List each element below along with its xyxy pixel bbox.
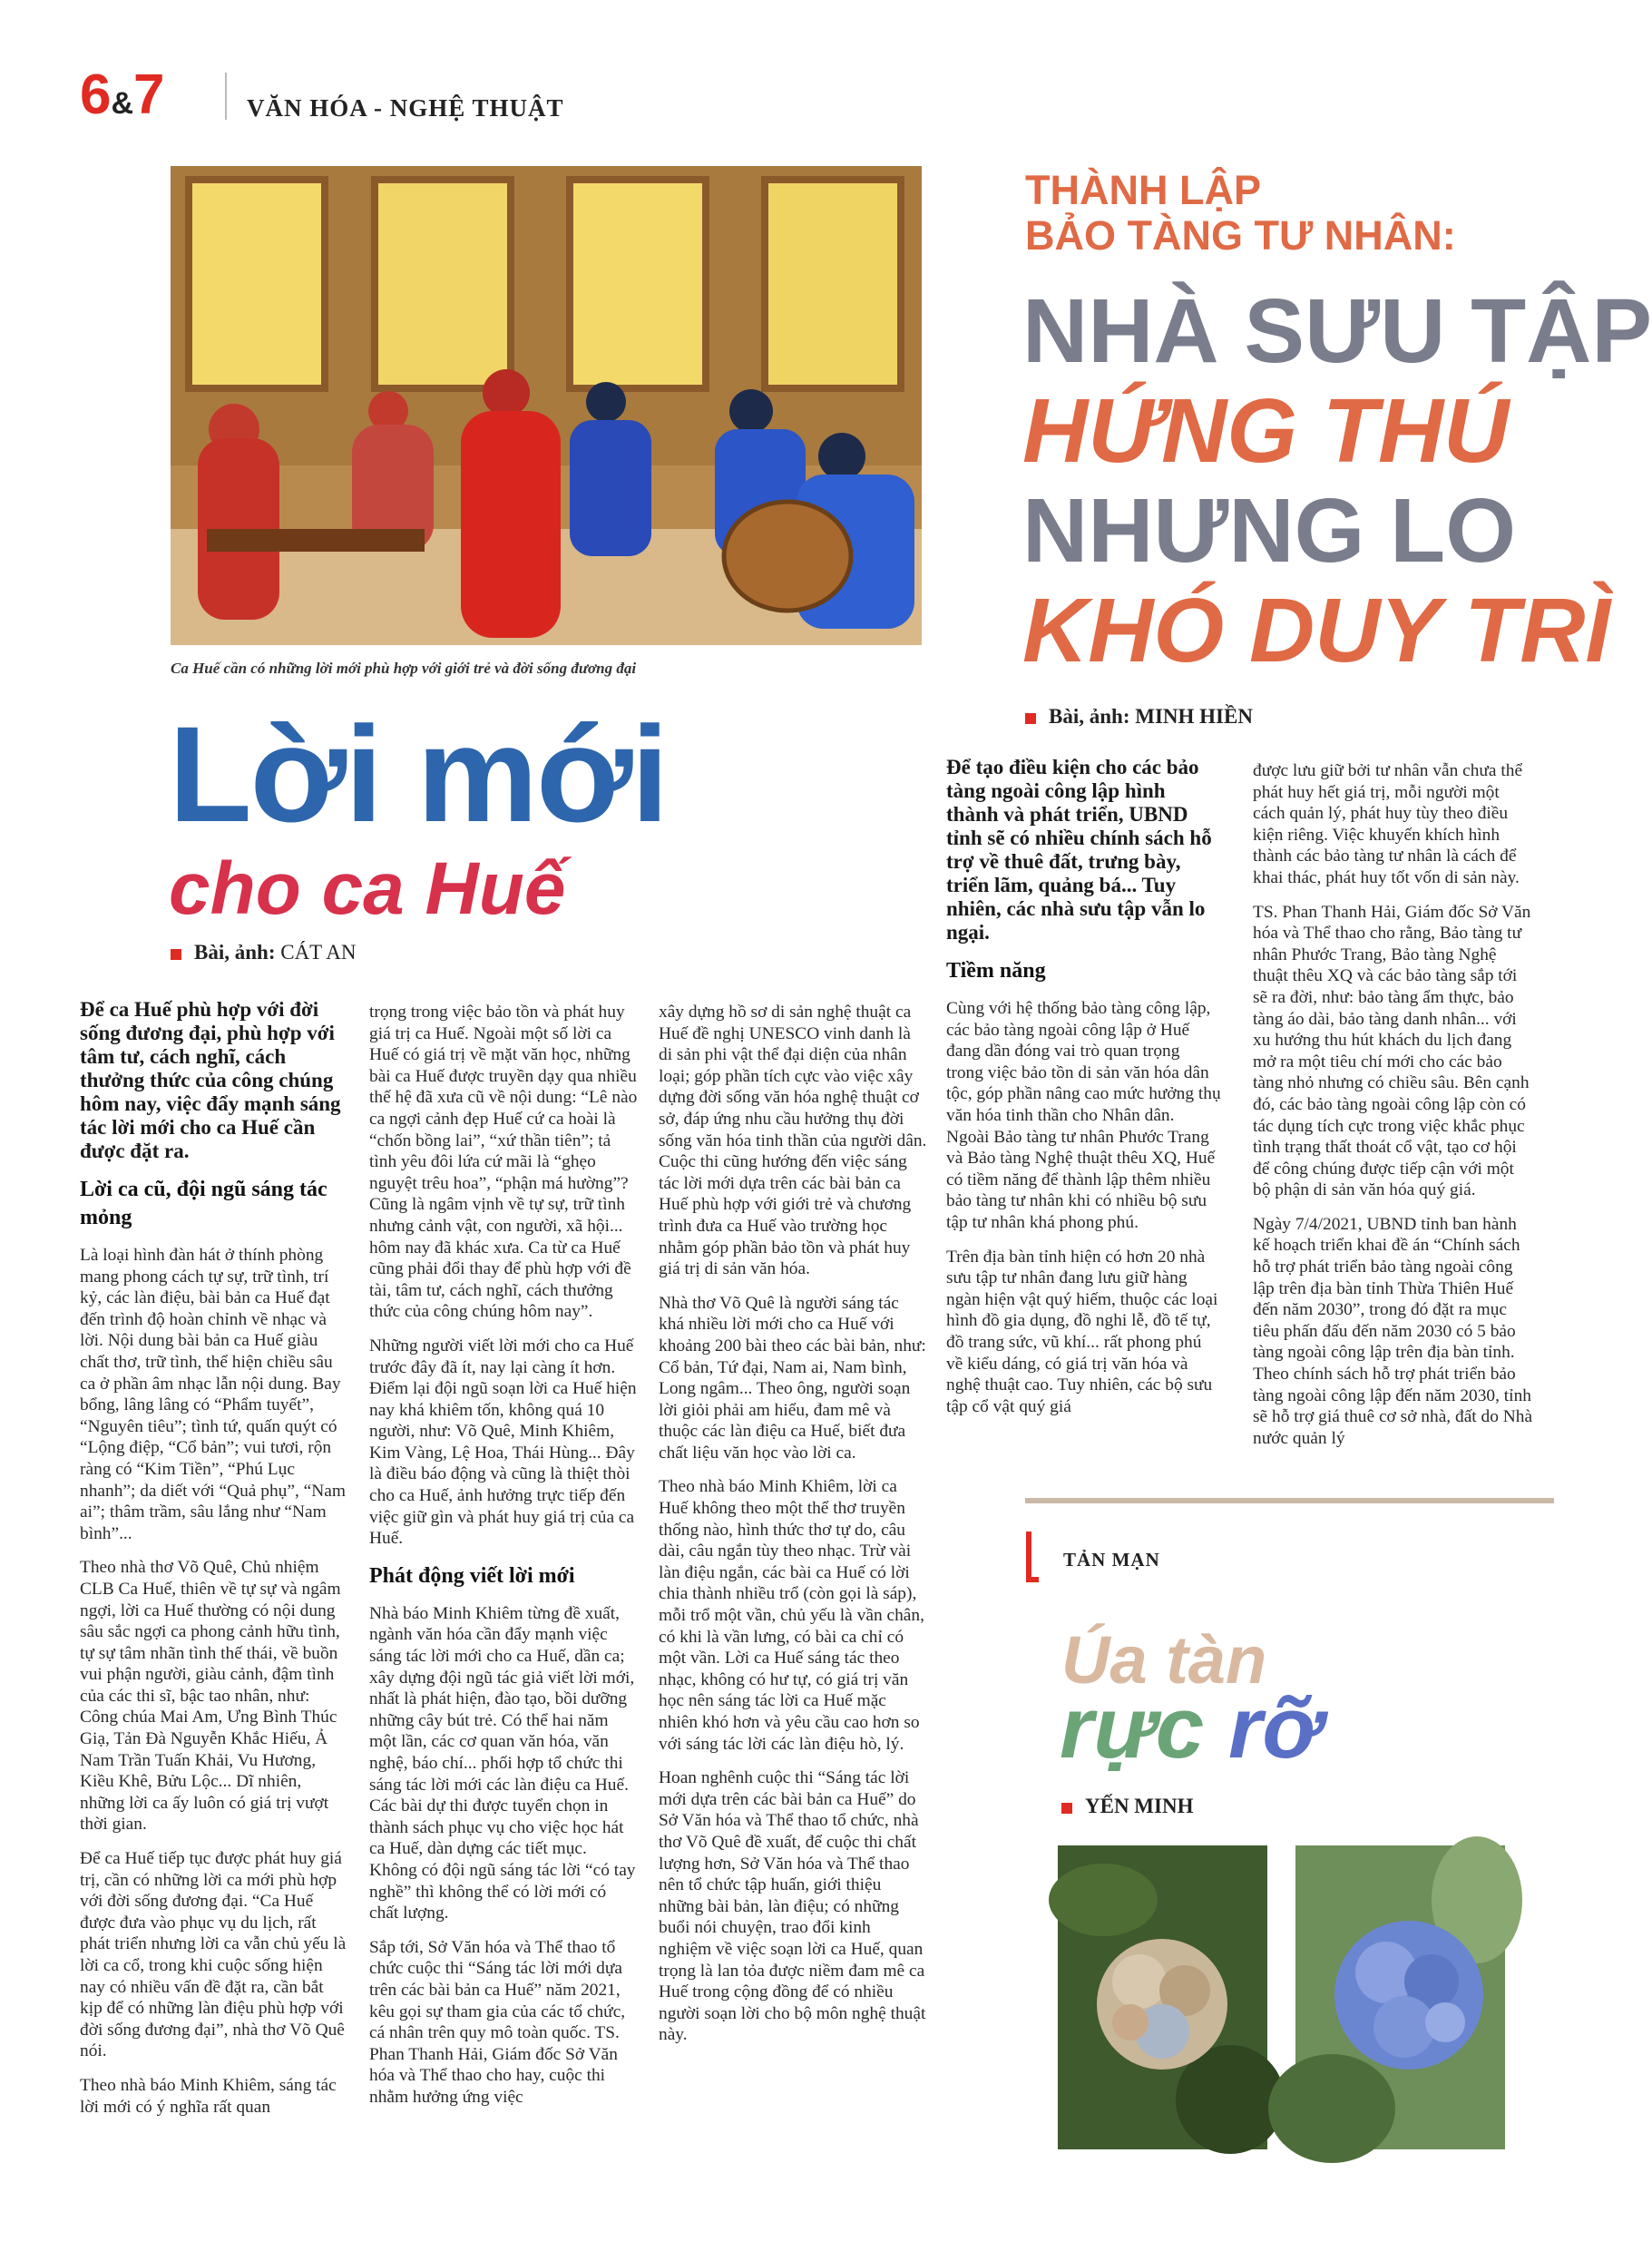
paragraph: trọng trong việc bảo tồn và phát huy giá trị ca Huế. Ngoài một số lời ca Huế có giá trị về mặt văn học, những bài ca Huế được truyền dạy qua nhiều thế hệ đã xưa cũ về nội dung: “Lê nào ca ngợi cảnh đẹp Huế cứ ca hoài là “chốn bồng lai”, “xứ thần tiên”; tả tình yêu đôi lứa cứ mãi là “ghẹo nguyệt trêu hoa”, “phận má hường”? Cũng là ngâm vịnh về tự sự, trữ tình nhưng cảnh vật, con người, xã hội... hôm nay đã khác xưa. Ca từ ca Huế cũng phải đổi thay để phù hợp với đề tài, tâm tư, cách nghĩ, cách thưởng thức của công chúng hôm nay”.: [369, 1003, 638, 1322]
page-number-amp: &: [111, 86, 134, 121]
story3-title-word-2: rỡ: [1227, 1679, 1321, 1776]
paragraph: Nhà thơ Võ Quê là người sáng tác khá nhiều lời mới cho ca Huế với khoảng 200 bài theo các bài bản, như: Cổ bản, Tứ đại, Nam ai, Nam bình, Long ngâm... Theo ông, người soạn lời giỏi phải am hiểu, đam mê và thuộc các làn điệu ca Huế, biết đưa chất liệu văn học vào lời ca.: [659, 1293, 926, 1463]
paragraph: Là loại hình đàn hát ở thính phòng mang phong cách tự sự, trữ tình, trí kỷ, các làn điệu, bài bản ca Huế đạt đến trình độ hoàn chỉnh về nhạc và lời. Nội dung bài bản ca Huế giàu chất thơ, trữ tình, thể hiện chiều sâu ca ở phần âm nhạc lẫn nội dung. Bay bổng, lâng lâng có “Phẩm tuyết”, “Nguyên tiêu”; tình tứ, quấn quýt có “Lộng điệp, “Cổ bản”; vui tươi, rộn ràng có “Kim Tiền”, “Phú Lục nhanh”; da diết với “Quả phụ”, “Nam ai”; thâm trầm, sâu lắng như “Nam bình”...: [80, 1246, 346, 1543]
paragraph: Những người viết lời mới cho ca Huế trước đây đã ít, nay lại càng ít hơn. Điểm lại đội ngũ soạn lời ca Huế hiện nay khá khiêm tốn, không quá 10 người, như: Võ Quê, Minh Khiêm, Kim Vàng, Lệ Hoa, Thái Hùng... Đây là điều báo động và cũng là thiệt thòi cho ca Huế, ảnh hưởng trực tiếp đến việc giữ gìn và phát huy giá trị của ca Huế.: [369, 1336, 637, 1549]
story2-headline-2: HỨNG THÚ: [1022, 380, 1510, 482]
ca-hue-photo: [171, 166, 922, 645]
paragraph: được lưu giữ bởi tư nhân vẫn chưa thể phát huy hết giá trị, mỗi người một cách quản lý, phát huy tùy theo điều kiện riêng. Việc khuyến khích hình thành các bảo tàng tư nhân là cách để khai thác, phát huy tốt vốn di sản này.: [1253, 761, 1523, 887]
story1-subtitle: cho ca Huế: [169, 847, 566, 930]
paragraph: Ngày 7/4/2021, UBND tỉnh ban hành kế hoạch triển khai đề án “Chính sách hỗ trợ phát triển bảo tàng ngoài công lập trên địa bàn tỉnh Thừa Thiên Huế đến năm 2030”, trong đó đặt ra mục tiêu phấn đấu đến năm 2030 có 5 bảo tàng ngoài công lập trên địa bàn tỉnh. Theo chính sách hỗ trợ phát triển bảo tàng ngoài công lập đến năm 2030, tỉnh sẽ hỗ trợ giá thuê cơ sở nhà, đất do Nhà nước quản lý: [1253, 1214, 1533, 1448]
story3-byline: [1061, 1795, 1193, 1818]
story2-headline-3: NHƯNG LO: [1022, 480, 1517, 582]
story1-title: Lời mới: [169, 698, 668, 850]
byline-label: Bài, ảnh:: [1049, 705, 1130, 728]
paragraph: Để ca Huế tiếp tục được phát huy giá trị, cần có những lời ca mới phù hợp với đời sống đương đại. “Ca Huế được đưa vào phục vụ du lịch, rất phát triển nhưng lời ca vẫn chủ yếu là lời ca cổ, trong khi cuộc sống hiện nay có nhiều vấn đề đặt ra, cần bắt kịp để có những làn điệu phù hợp với đời sống đương đại”, nhà thơ Võ Quê nói.: [80, 1849, 347, 2061]
story1-subhead-1: Lời ca cũ, đội ngũ sáng tác mỏng: [80, 1178, 327, 1229]
page-number: [80, 64, 165, 127]
byline-bullet: [1025, 713, 1036, 724]
story1-column-1: [80, 998, 348, 2130]
page-number-left: 6: [80, 64, 112, 126]
photo-caption: Ca Huế cần có những lời mới phù hợp với giới trẻ và đời sống đương đại: [171, 660, 637, 677]
header-divider: [225, 73, 227, 120]
paragraph: xây dựng hồ sơ di sản nghệ thuật ca Huế đề nghị UNESCO vinh danh là di sản phi vật thể đại diện của nhân loại; góp phần tích cực vào việc xây dựng đời sống văn hóa nghệ thuật cơ sở, đáp ứng nhu cầu hưởng thụ đời sống văn hóa tinh thần của người dân. Cuộc thi cũng hướng đến việc sáng tác lời mới dựa trên các bài bản ca Huế phù hợp với giới trẻ và chương trình đưa ca Huế vào trường học nhằm góp phần bảo tồn và phát huy giá trị di sản văn hóa.: [659, 1003, 927, 1279]
story2-headline-1: NHÀ SƯU TẬP: [1022, 280, 1652, 382]
byline-author: CÁT AN: [280, 941, 357, 964]
byline-author: YẾN MINH: [1085, 1795, 1194, 1817]
story2-lead: Để tạo điều kiện cho các bảo tàng ngoài công lập hình thành và phát triển, UBND tỉnh sẽ có nhiều chính sách hỗ trợ về thuê đất, trưng bày, triển lãm, quảng bá... Tuy nhiên, các nhà sưu tập vẫn lo ngại.: [946, 756, 1212, 944]
paragraph: Nhà báo Minh Khiêm từng đề xuất, ngành văn hóa cần đẩy mạnh việc sáng tác lời mới cho ca Huế, dần ca; xây dựng đội ngũ tác giả viết lời mới, nhất là phát hiện, đào tạo, bồi dưỡng những cây bút trẻ. Có thể hai năm một lần, các cơ quan văn hóa, văn nghệ, báo chí... phối hợp tổ chức thi sáng tác lời mới các làn điệu ca Huế. Các bài dự thi được tuyển chọn in thành sách phục vụ cho việc học hát ca Huế, dàn dựng các tiết mục. Không có đội ngũ sáng tác lời “có tay nghề” thì không thể có lời mới có chất lượng.: [369, 1603, 636, 1923]
paragraph: Theo nhà báo Minh Khiêm, sáng tác lời mới có ý nghĩa rất quan: [80, 2075, 337, 2117]
byline-label: Bài, ảnh:: [194, 941, 276, 964]
story1-column-2: [369, 1002, 638, 2121]
story2-headline-4: KHÓ DUY TRÌ: [1022, 580, 1611, 681]
story2-byline: [1025, 705, 1253, 729]
paragraph: Theo nhà báo Minh Khiêm, lời ca Huế không theo một thể thơ truyền thống nào, hình thức thơ tự do, câu dài, câu ngắn tùy theo nhạc. Trừ vài làn điệu ngắn, các bài ca Huế có lời chia thành nhiều trổ (còn gọi là sáp), mỗi trổ một vần, chủ yếu là vần chân, có khi là vần lưng, có bài ca chỉ có một vần. Lời ca Huế sáng tác theo nhạc, không có hư tự, có giá trị văn học nên sáng tác lời ca Huế mặc nhiên khó hơn và yêu cầu cao hơn so với sáng tác lời các làn điệu hò, lý.: [659, 1477, 924, 1754]
kicker-line-1: THÀNH LẬP: [1025, 167, 1261, 213]
story2-column-2: [1253, 760, 1534, 1462]
section-divider: [1025, 1498, 1554, 1503]
hydrangea-photo-2: [1295, 1845, 1505, 2149]
story1-lead: Để ca Huế phù hợp với đời sống đương đại, phù hợp với tâm tư, cách nghĩ, cách thưởng thức của công chúng hôm nay, việc đẩy mạnh sáng tác lời mới cho ca Huế cần được đặt ra.: [80, 998, 341, 1162]
story3-label: TẢN MẠN: [1063, 1549, 1160, 1571]
kicker-line-2: BẢO TÀNG TƯ NHÂN:: [1025, 212, 1456, 259]
paragraph: Hoan nghênh cuộc thi “Sáng tác lời mới dựa trên các bài bản ca Huế” do Sở Văn hóa và Thể thao tổ chức, nhà thơ Võ Quê đề xuất, để cuộc thi chất lượng hơn, Sở Văn hóa và Thể thao nên tổ chức tập huấn, giới thiệu những bài bản, làn điệu; có những buổi nói chuyện, trao đổi kinh nghiệm về việc soạn lời ca Huế, quan trọng là lan tỏa được niềm đam mê ca Huế trong cộng đồng để có nhiều người soạn lời cho bộ môn nghệ thuật này.: [659, 1768, 926, 2045]
hydrangea-photo-1: [1058, 1845, 1267, 2149]
paragraph: Theo nhà thơ Võ Quê, Chủ nhiệm CLB Ca Huế, thiên về tự sự và ngâm ngợi, lời ca Huế thường có nội dung sâu sắc ngợi ca phong cảnh hữu tình, tự sự tâm nhãn tình thế thái, về buồn vui phận người, giàu cảnh, đậm tình của các thi sĩ, bậc tao nhân, như: Công chúa Mai Am, Ưng Bình Thúc Giạ, Tản Đà Nguyễn Khắc Hiếu, Ả Nam Trần Tuấn Khải, Vu Hương, Kiều Khê, Bửu Lộc... Dĩ nhiên, những lời ca ấy luôn có giá trị vượt thời gian.: [80, 1558, 341, 1835]
story2-kicker: [1025, 168, 1456, 259]
byline-author: MINH HIỀN: [1135, 705, 1253, 728]
paragraph: TS. Phan Thanh Hải, Giám đốc Sở Văn hóa và Thể thao cho rằng, Bảo tàng tư nhân Phước Trang, Bảo tàng Nghệ thuật thêu XQ và các bảo tàng sắp tới sẽ ra đời, như: bảo tàng ẩm thực, bảo tàng áo dài, bảo tàng danh nhân... với xu hướng thu hút khách du lịch đang mở ra một tiêu chí mới cho các bảo tàng nhỏ nhưng có chiều sâu. Bên cạnh đó, các bảo tàng ngoài công lập còn có tác dụng tích cực trong việc khắc phục tình trạng thất thoát cổ vật, tạo cơ hội để công chúng được tiếp cận với một bộ phận di sản văn hóa quý giá.: [1253, 902, 1531, 1200]
page-number-right: 7: [133, 64, 165, 126]
byline-bullet: [1061, 1803, 1072, 1814]
story1-column-3: [659, 1002, 927, 2059]
section-title: VĂN HÓA - NGHỆ THUẬT: [247, 94, 564, 122]
story3-title-2: [1060, 1679, 1321, 1776]
story3-title-1: Úa tàn: [1061, 1622, 1267, 1698]
tanman-frame: [1026, 1532, 1039, 1582]
byline-bullet: [171, 949, 181, 960]
paragraph: Cùng với hệ thống bảo tàng công lập, các bảo tàng ngoài công lập ở Huế đang dần đóng vai trò quan trọng trong việc bảo tồn di sản văn hóa dân tộc, góp phần nâng cao mức hưởng thụ văn hóa tinh thần cho Nhân dân. Ngoài Bảo tàng tư nhân Phước Trang và Bảo tàng Nghệ thuật thêu XQ, Huế có tiềm năng để thành lập thêm nhiều bảo tàng tư nhân khi có nhiều bộ sưu tập tư nhân khá phong phú.: [946, 999, 1221, 1232]
story1-subhead-2: Phát động viết lời mới: [369, 1563, 575, 1588]
story2-subhead-1: Tiềm năng: [946, 959, 1046, 983]
paragraph: Trên địa bàn tỉnh hiện có hơn 20 nhà sưu tập tư nhân đang lưu giữ hàng ngàn hiện vật quý hiếm, thuộc các loại hình đồ gia dụng, đồ nghi lễ, đồ tế tự, đồ trang sức, vũ khí... rất phong phú về kiểu dáng, có giá trị văn hóa và nghệ thuật cao. Tuy nhiên, các bộ sưu tập cổ vật quý giá: [946, 1247, 1218, 1416]
story1-byline: [171, 941, 357, 964]
story3-title-word-1: rực: [1060, 1679, 1205, 1776]
story2-column-1: [946, 756, 1221, 1430]
paragraph: Sắp tới, Sở Văn hóa và Thể thao tổ chức cuộc thi “Sáng tác lời mới dựa trên các bài bản ca Huế” năm 2021, kêu gọi sự tham gia của các tổ chức, cá nhân trên quy mô toàn quốc. TS. Phan Thanh Hải, Giám đốc Sở Văn hóa và Thể thao cho hay, cuộc thi nhằm hưởng ứng việc: [369, 1937, 626, 2107]
